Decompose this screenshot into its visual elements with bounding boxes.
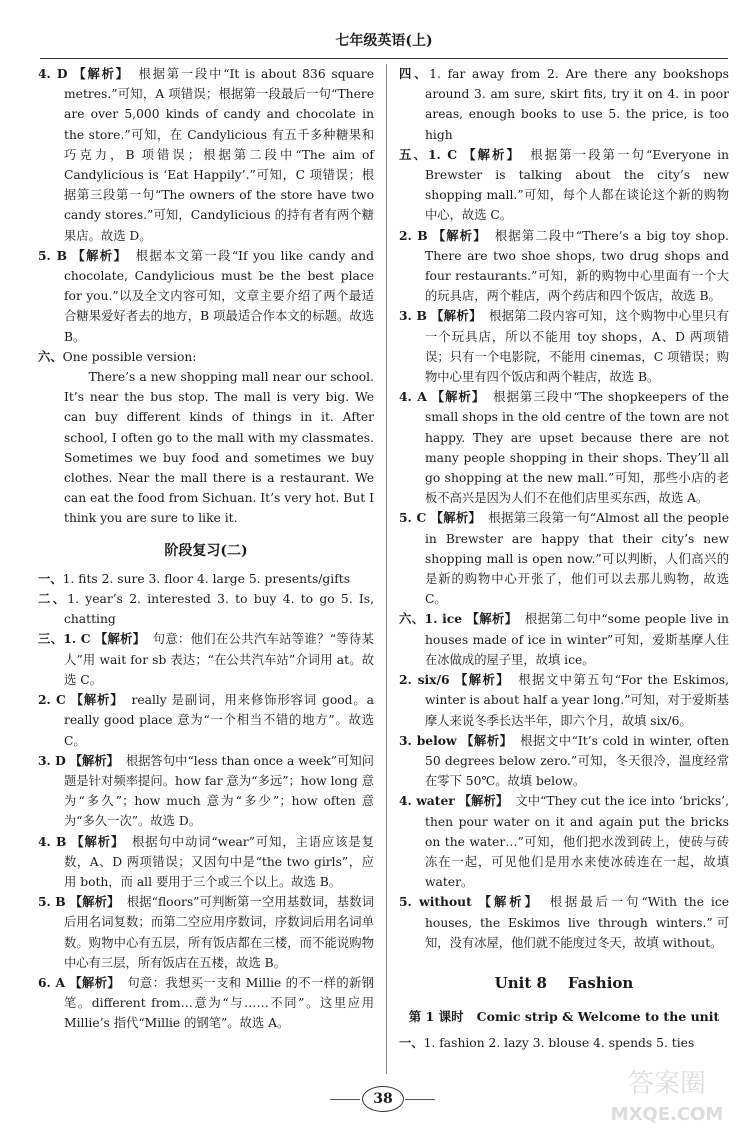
answer-number: 5. without (399, 894, 472, 910)
review-section-2 (38, 589, 374, 629)
answer-number: 1. ice (424, 611, 463, 627)
answer-text: 根据第二句中“some people live in houses made of ice in winter”可知，爱斯基摩人住在冰做成的屋子里，故填 ice。 (425, 612, 729, 667)
review-section-3-q5 (38, 892, 374, 973)
analysis-tag: 【解析】 (454, 672, 510, 688)
section-four (399, 64, 729, 145)
answer-text: 根据“floors”可判断第一空用基数词，基数词后用名词复数；而第二空应用序数词，序数词后用名词单数。购物中心有五层，所有饭店都在三楼，而不能说购物中心有三层，所有饭店在五楼，故选 B。 (64, 895, 374, 970)
column-divider (386, 64, 387, 1074)
watermark-text-cn: 答案圈 (627, 1069, 707, 1099)
section-five-q1 (399, 145, 729, 226)
answer-number: 2. B (399, 227, 428, 243)
analysis-tag: 【解析】 (430, 510, 482, 526)
review-section-3-q2 (38, 690, 374, 751)
answer-number: 4. A (399, 389, 427, 405)
lesson-title: 第 1 课时 Comic strip & Welcome to the unit (408, 1009, 720, 1025)
answer-number: 3. below (399, 732, 457, 748)
section-label: 四、 (399, 66, 430, 81)
section-six-q4 (399, 791, 729, 892)
answer-text: 根据文中第五句“For the Eskimos, winter is about half a year long.”可知，对于爱斯基摩人来说冬季长达半年，即六个月，故填 six/6。 (425, 673, 729, 728)
section-six-q1 (399, 609, 729, 670)
section-six-intro (38, 347, 374, 367)
analysis-tag: 【解析】 (458, 793, 509, 809)
answer-number: 4. D (38, 66, 68, 81)
review-section-3-q3 (38, 751, 374, 832)
analysis-tag: 【解析】 (478, 894, 540, 910)
answer-text: 根据答句中“less than once a week”可知问题是针对频率提问。how far 意为“多远”；how long 意为“多久”；how much 意为“多少”；how often 意为“多久一次”。故选 D。 (64, 753, 374, 829)
answer-text: 句意：我想买一支和 Millie 的不一样的新钢笔。different from…意为“与……不同”。这里应用 Millie’s 指代“Millie 的钢笔”。故选 A。 (64, 975, 374, 1031)
watermark-text-en: MXQE.COM (610, 1104, 724, 1125)
analysis-tag: 【解析】 (69, 752, 119, 768)
answer-text: 根据最后一句“With the ice houses, the Eskimos live through winters.”可知，没有冰屋，他们就不能度过冬天，故填 without。 (425, 895, 729, 950)
analysis-tag: 【解析】 (70, 692, 124, 708)
section-label: 五、 (399, 146, 428, 162)
section-label: 一、 (38, 570, 63, 586)
analysis-tag: 【解析】 (69, 894, 120, 910)
answer-text: 根据第一段中“It is about 836 square metres.”可知，A 项错误；根据第一段最后一句“There are over 5,000 kinds of candy and chocolate in the store.”可知，在 Candylicious 有五千多种糖果和巧克力，B 项错误；根据第二段中“The aim of Candylicious is ‘Eat Happily’.”可知，C 项错误；根据第三段第一句“The owners of the store have two candy stores.”可知，Candylicious 的持有者有两个糖果店。故选 D。 (64, 67, 374, 243)
section-five-q2 (399, 226, 729, 307)
analysis-tag: 【解析】 (94, 631, 146, 647)
answer-number: 2. six/6 (399, 672, 450, 688)
answer-text: 根据第三段第一句“Almost all the people in Brewster are happy that their city’s new shopping mall is open now.”可以判断，人们高兴的是新的购物中心开张了，他们可以去那儿购物，故选 C。 (425, 511, 729, 607)
analysis-tag: 【解析】 (69, 974, 121, 990)
analysis-tag: 【解析】 (461, 732, 513, 748)
answer-number: 1. C (63, 631, 91, 647)
watermark-logo (595, 1060, 740, 1130)
page-number: 38 (362, 1086, 404, 1112)
analysis-tag: 【解析】 (431, 389, 486, 405)
answer-text: 1. fits 2. sure 3. floor 4. large 5. presents/gifts (62, 571, 351, 586)
answer-text: 文中“They cut the ice into ‘bricks’, then pour water on it and again put the bricks on the water…”可知，他们把水泼到砖上，使砖与砖冻在一起，可见他们是用水来使冰砖连在一起，故填 water。 (425, 794, 729, 890)
answer-text: 根据文中“It’s cold in winter, often 50 degrees below zero.”可知，冬天很冷，温度经常在零下 50℃。故填 below。 (425, 733, 729, 789)
answer-number: 2. C (38, 692, 66, 708)
section-label: 六、 (399, 611, 425, 627)
footer-line-left (330, 1099, 360, 1100)
left-column (38, 64, 374, 1034)
answer-number: 5. C (399, 510, 427, 526)
answer-text: 根据本文第一段“If you like candy and chocolate, Candylicious must be the best place for you.”以及全文内容可知，文章主要介绍了两个最适合糖果爱好者去的地方，B 项最适合作本文的标题。故选 B。 (64, 248, 374, 344)
analysis-tag: 【解析】 (72, 247, 128, 263)
header-title: 七年级英语(上) (335, 33, 433, 49)
section-five-q4 (399, 387, 729, 508)
answer-left-q4 (38, 64, 374, 246)
analysis-tag: 【解析】 (432, 227, 487, 243)
section-five-q5 (399, 508, 729, 609)
review-section-3-q1 (38, 629, 374, 690)
answer-text: 根据第一段第一句“Everyone in Brewster is talking about the city’s new shopping mall.”可知，每个人都在谈论这个新的购物中心，故选 C。 (425, 147, 729, 223)
review-section-3-q6 (38, 973, 374, 1034)
review-section-3-q4 (38, 832, 374, 893)
answer-text: 根据第二段内容可知，这个购物中心里只有一个玩具店，所以不能用 toy shops，A、D 两项错误；只有一个电影院，不能用 cinemas，C 项错误；购物中心里有四个饭店和两个鞋店，故选 B。 (425, 309, 729, 385)
review-section-1 (38, 569, 374, 589)
section-six-q3 (399, 731, 729, 792)
section-label: 六、 (38, 348, 63, 364)
unit-title: Unit 8 Fashion (494, 973, 634, 992)
answer-left-q5 (38, 246, 374, 347)
answer-number: 4. water (399, 793, 455, 809)
answer-text: 根据第二段中“There’s a big toy shop. There are two shoe shops, two drug shops and four restaurants.”可知，新的购物中心里面有一个大的玩具店，两个鞋店，两个药店和四个饭店，故选 B。 (425, 228, 729, 304)
section-label: 二、 (38, 591, 68, 607)
answer-number: 5. B (38, 894, 66, 910)
section-six-q5 (399, 892, 729, 953)
analysis-tag: 【解析】 (463, 146, 522, 162)
intro-text: One possible version: (62, 349, 197, 364)
section-six-q2 (399, 670, 729, 731)
analysis-tag: 【解析】 (71, 833, 125, 849)
page-header (40, 22, 728, 59)
answer-text: really 是副词，用来修饰形容词 good。a really good place 意为“一个相当不错的地方”。故选 C。 (64, 693, 374, 748)
answer-number: 5. B (38, 247, 67, 263)
answer-number: 4. B (38, 833, 67, 849)
unit-section-1 (399, 1033, 729, 1053)
footer-line-right (405, 1099, 435, 1100)
answer-text: 1. year’s 2. interested 3. to buy 4. to go 5. Is, chatting (64, 592, 374, 627)
answer-text: 1. fashion 2. lazy 3. blouse 4. spends 5. ties (423, 1036, 695, 1051)
answer-text: 1. far away from 2. Are there any bookshops around 3. am sure, skirt fits, try it on 4. in poor areas, enough books to use 5. the price, is too high (425, 67, 729, 142)
section-label: 一、 (399, 1035, 424, 1051)
analysis-tag: 【解析】 (73, 66, 130, 81)
answer-number: 6. A (38, 974, 66, 990)
analysis-tag: 【解析】 (431, 308, 482, 324)
review-title: 阶段复习(二) (164, 542, 248, 559)
section-label: 三、 (38, 631, 64, 647)
answer-text: 句意：他们在公共汽车站等谁？“等待某人”用 wait for sb 表达；“在公共汽车站”介词用 at。故选 C。 (64, 632, 374, 687)
answer-text: 根据句中动词“wear”可知，主语应该是复数，A、D 两项错误；又因句中是“the two girls”，应用 both，而 all 要用于三个或三个以上。故选 B。 (64, 834, 374, 889)
answer-text: 根据第三段中“The shopkeepers of the small shops in the old centre of the town are not happy. They are upset because there are not many people shopping in their shops. They’ll all go shopping at the new mall.”可知，那些小店的老板不高兴是因为人们不在他们店里买东西，故选 A。 (425, 390, 729, 506)
analysis-tag: 【解析】 (466, 611, 518, 627)
right-column (399, 64, 729, 1054)
answer-number: 1. C (427, 146, 458, 162)
answer-number: 3. B (399, 308, 427, 324)
answer-number: 3. D (38, 752, 66, 768)
section-five-q3 (399, 306, 729, 387)
essay-text: There’s a new shopping mall near our school. It’s near the bus stop. The mall is very big. We can buy different kinds of things in it. After school, I often go to the mall with my classmates. Sometimes we buy food and sometimes we buy clothes. Near the mall there is a restaurant. We can eat the food from Sichuan. It’s very hot. But I think you are sure to like it. (64, 370, 374, 526)
